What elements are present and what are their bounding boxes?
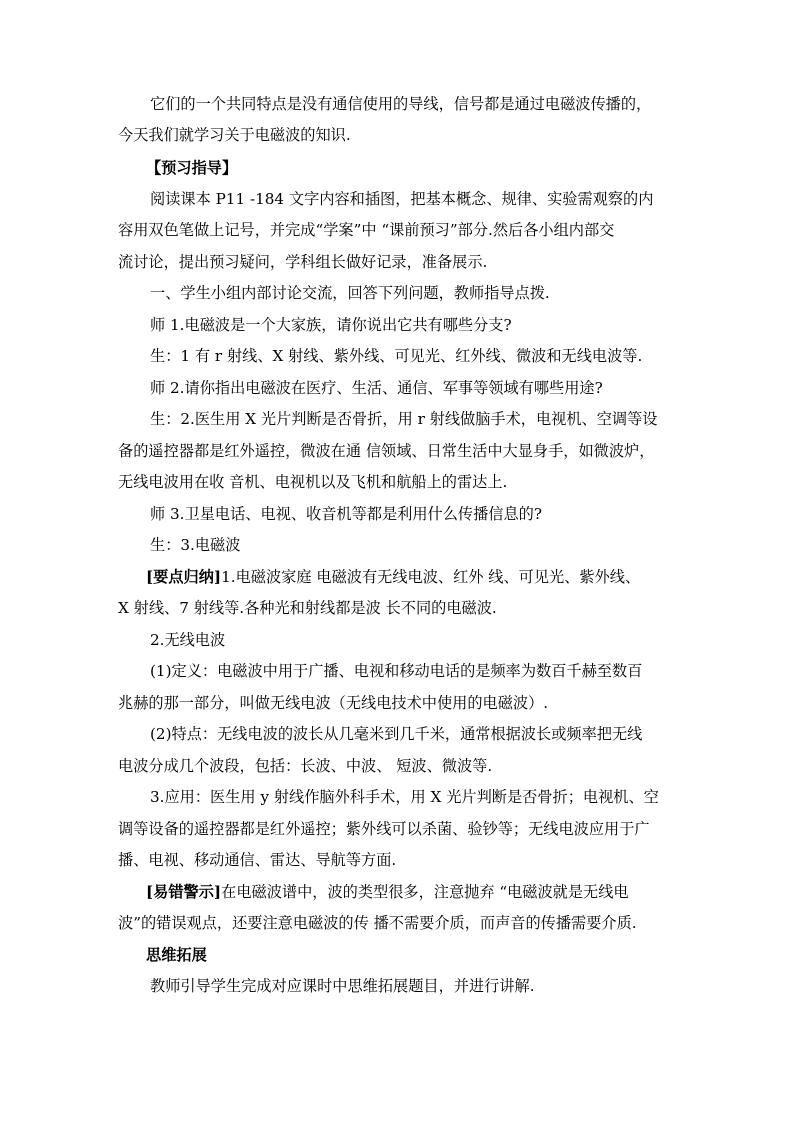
paragraph-line: 备的遥控器都是红外遥控，微波在通 信领域、日常生活中大显身手，如微波炉， <box>118 442 655 460</box>
key-points-heading: [要点归纳] <box>146 568 222 586</box>
key-points-text: 1.电磁波家庭 电磁波有无线电波、红外 线、可见光、紫外线、 <box>221 568 641 586</box>
warning-paragraph <box>146 877 706 908</box>
paragraph-line: 无线电波用在收 音机、电视机以及飞机和航船上的雷达上. <box>118 473 508 491</box>
warning-text: 在电磁波谱中，波的类型很多，注意抛弃 “电磁波就是无线电 <box>221 883 629 901</box>
paragraph-line: 电波分成几个波段，包括：长波、中波、 短波、微波等. <box>118 757 493 775</box>
paragraph-line: 它们的一个共同特点是没有通信使用的导线，信号都是通过电磁波传播的， <box>150 95 652 113</box>
paragraph-line: 波”的错误观点，还要注意电磁波的传 播不需要介质，而声音的传播需要介质. <box>118 914 637 932</box>
paragraph-line: 师 3.卫星电话、电视、收音机等都是利用什么传播信息的? <box>150 505 542 523</box>
paragraph-line: X 射线、7 射线等.各种光和射线都是波 长不同的电磁波. <box>118 599 497 617</box>
paragraph-line: 容用双色笔做上记号，并完成“学案”中 “课前预习”部分.然后各小组内部交 <box>118 221 615 239</box>
paragraph-line: 播、电视、移动通信、雷达、导航等方面. <box>118 851 397 869</box>
paragraph-line: 兆赫的那一部分，叫做无线电波（无线电技术中使用的电磁波）. <box>118 694 549 712</box>
paragraph-line: 教师引导学生完成对应课时中思维拓展题目，并进行讲解. <box>150 977 535 995</box>
warning-heading: [易错警示] <box>146 883 222 901</box>
paragraph-line: 一、学生小组内部讨论交流，回答下列问题，教师指导点拨. <box>150 284 550 302</box>
paragraph-line: 调等设备的遥控器都是红外遥控；紫外线可以杀菌、验钞等；无线电波应用于广 <box>118 820 650 838</box>
key-points-paragraph <box>146 562 706 593</box>
paragraph-line: (2)特点：无线电波的波长从几毫米到几千米，通常根据波长或频率把无线 <box>150 725 643 743</box>
section-heading-preview: 【预习指导】 <box>146 159 238 177</box>
section-heading-extension: 思维拓展 <box>146 946 207 964</box>
paragraph-line: (1)定义：电磁波中用于广播、电视和移动电话的是频率为数百千赫至数百 <box>150 662 643 680</box>
paragraph-line: 师 2.请你指出电磁波在医疗、生活、通信、军事等领域有哪些用途? <box>150 379 603 397</box>
paragraph-line: 生：3.电磁波 <box>150 536 241 554</box>
paragraph-line: 生：1 有 r 射线、X 射线、紫外线、可见光、红外线、微波和无线电波等. <box>150 347 643 365</box>
paragraph-line: 流讨论，提出预习疑问，学科组长做好记录，准备展示. <box>118 253 488 271</box>
paragraph-line: 生：2.医生用 X 光片判断是否骨折，用 r 射线做脑手术，电视机、空调等设 <box>150 410 658 428</box>
paragraph-line: 阅读课本 P11 -184 文字内容和插图，把基本概念、规律、实验需观察的内 <box>150 190 654 208</box>
paragraph-line: 3.应用：医生用 y 射线作脑外科手术，用 X 光片判断是否骨折；电视机、空 <box>150 788 659 806</box>
paragraph-line: 今天我们就学习关于电磁波的知识. <box>118 126 351 144</box>
paragraph-line: 师 1.电磁波是一个大家族，请你说出它共有哪些分支? <box>150 316 512 334</box>
paragraph-line: 2.无线电波 <box>150 631 226 649</box>
